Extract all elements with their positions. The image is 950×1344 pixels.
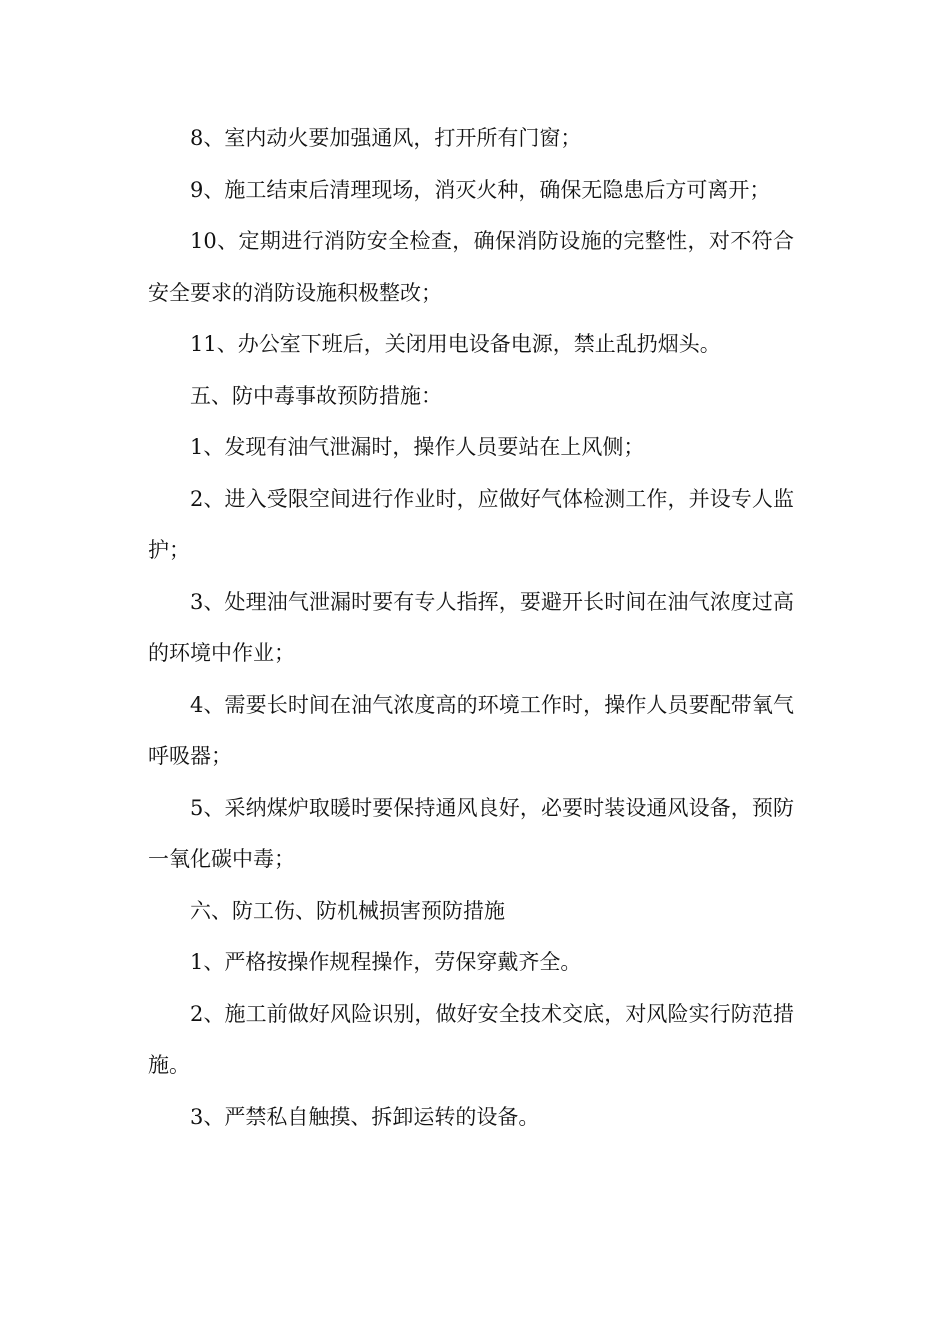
injury-measure-3: 3、严禁私自触摸、拆卸运转的设备。 — [190, 1104, 540, 1129]
fire-measure-9: 9、施工结束后清理现场，消灭火种，确保无隐患后方可离开； — [190, 177, 771, 202]
poison-measure-2: 2、进入受限空间进行作业时，应做好气体检测工作，并设专人监护； — [148, 486, 794, 562]
poison-measure-5: 5、采纳煤炉取暖时要保持通风良好，必要时装设通风设备，预防一氧化碳中毒； — [148, 795, 794, 871]
document-page — [148, 113, 794, 1143]
injury-measure-1: 1、严格按操作规程操作，劳保穿戴齐全。 — [190, 950, 582, 974]
fire-measure-11: 11、办公室下班后，关闭用电设备电源，禁止乱扔烟头。 — [190, 332, 721, 356]
section-heading-injury: 六、防工伤、防机械损害预防措施 — [190, 898, 505, 923]
section-heading-poisoning: 五、防中毒事故预防措施： — [190, 383, 442, 408]
injury-measure-2: 2、施工前做好风险识别，做好安全技术交底，对风险实行防范措施。 — [148, 1001, 794, 1077]
poison-measure-3: 3、处理油气泄漏时要有专人指挥，要避开长时间在油气浓度过高的环境中作业； — [148, 589, 794, 665]
poison-measure-1: 1、发现有油气泄漏时，操作人员要站在上风侧； — [190, 435, 645, 459]
fire-measure-10: 10、定期进行消防安全检查，确保消防设施的完整性，对不符合安全要求的消防设施积极整改； — [148, 229, 794, 305]
fire-measure-8: 8、室内动火要加强通风，打开所有门窗； — [190, 126, 582, 150]
poison-measure-4: 4、需要长时间在油气浓度高的环境工作时，操作人员要配带氧气呼吸器； — [148, 692, 794, 768]
